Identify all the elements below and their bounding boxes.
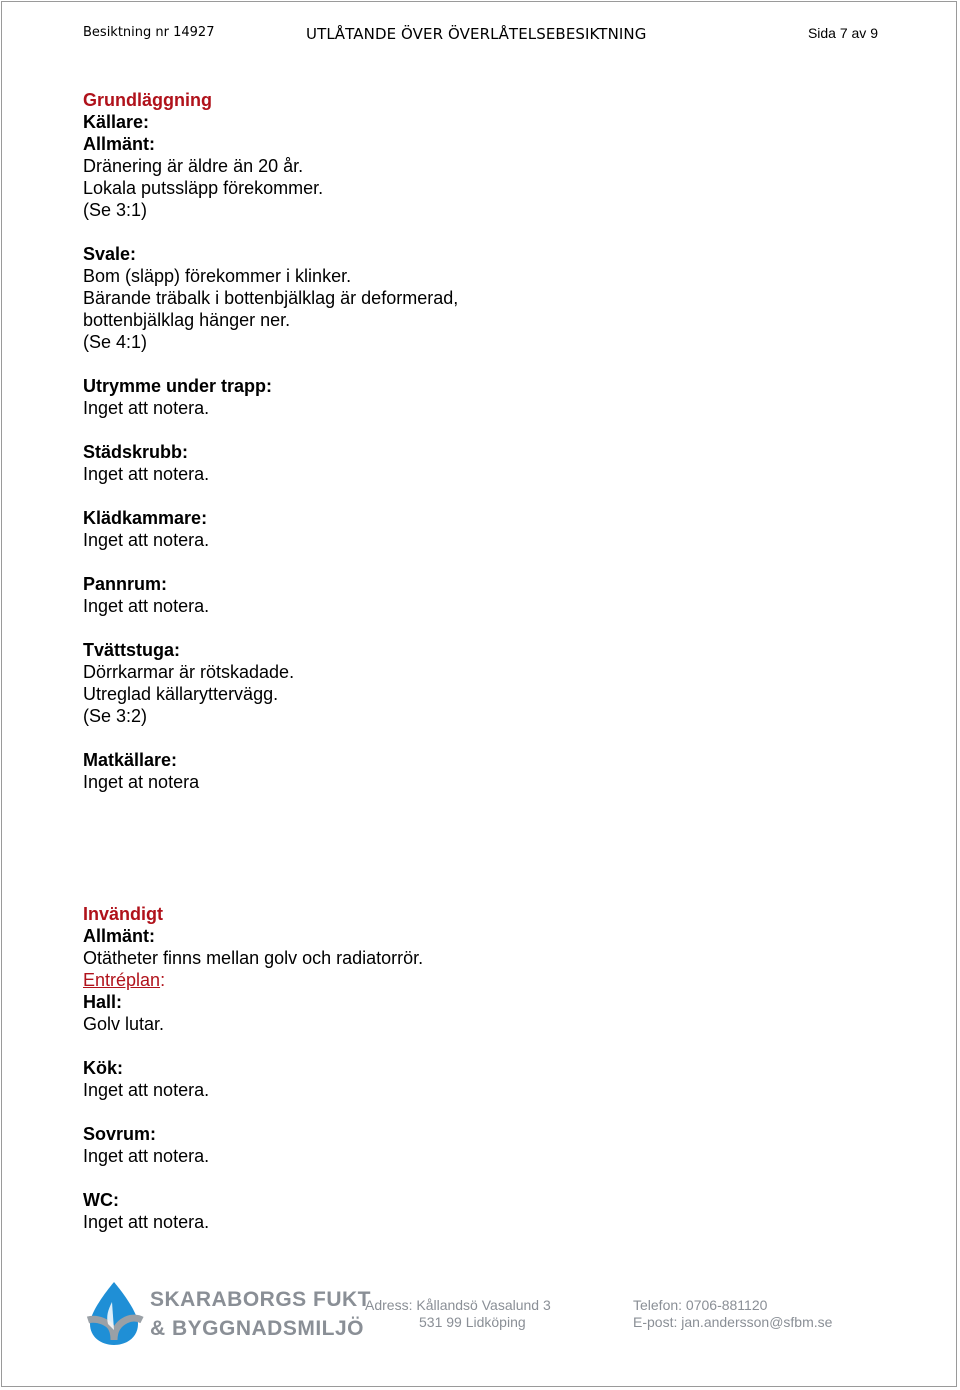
entreplan-colon: : — [160, 970, 166, 990]
inspection-number: Besiktning nr 14927 — [83, 25, 215, 40]
label-kok: Kök: — [83, 1058, 123, 1078]
label-entreplan — [83, 969, 883, 991]
report-body — [83, 89, 883, 1233]
text-line: Inget att notera. — [83, 464, 210, 484]
footer-email[interactable]: E-post: jan.andersson@sfbm.se — [633, 1314, 833, 1330]
text-line: (Se 3:1) — [83, 200, 148, 220]
text-line: (Se 4:1) — [83, 332, 148, 352]
text-line: bottenbjälklag hänger ner. — [83, 310, 291, 330]
logo-text-line1: SKARABORGS FUKT — [150, 1288, 371, 1311]
label-matkallare: Matkällare: — [83, 750, 178, 770]
text-line: Dränering är äldre än 20 år. — [83, 156, 304, 176]
text-line: Utreglad källaryttervägg. — [83, 684, 279, 704]
text-line: Bom (släpp) förekommer i klinker. — [83, 266, 352, 286]
water-drop-icon — [84, 1280, 144, 1346]
document-title: UTLÅTANDE ÖVER ÖVERLÅTELSEBESIKTNING — [306, 25, 647, 43]
text-line: Inget att notera. — [83, 398, 210, 418]
section-heading-invandigt: Invändigt — [83, 904, 163, 924]
label-wc: WC: — [83, 1190, 119, 1210]
footer-phone: Telefon: 0706-881120 — [633, 1297, 768, 1313]
text-line: Inget att notera. — [83, 530, 210, 550]
text-line: Inget att notera. — [83, 1212, 210, 1232]
label-allmant: Allmänt: — [83, 134, 155, 154]
text-line: Golv lutar. — [83, 1014, 165, 1034]
text-line: Inget att notera. — [83, 1080, 210, 1100]
logo-text-line2: & BYGGNADSMILJÖ — [150, 1317, 365, 1340]
label-utrymme-under-trapp: Utrymme under trapp: — [83, 376, 273, 396]
text-line: Bärande träbalk i bottenbjälklag är deformerad, — [83, 288, 459, 308]
text-line: Dörrkarmar är rötskadade. — [83, 662, 295, 682]
text-line: (Se 3:2) — [83, 706, 148, 726]
label-kallare: Källare: — [83, 112, 150, 132]
text-line: Lokala putssläpp förekommer. — [83, 178, 324, 198]
text-line: Otätheter finns mellan golv och radiatorrör. — [83, 948, 424, 968]
page-number: Sida 7 av 9 — [807, 25, 878, 41]
footer-address: Adress: Kållandsö Vasalund 3 — [365, 1297, 551, 1313]
label-pannrum: Pannrum: — [83, 574, 168, 594]
label-tvattstuga: Tvättstuga: — [83, 640, 181, 660]
label-kladkammare: Klädkammare: — [83, 508, 208, 528]
text-line: Inget at notera — [83, 772, 200, 792]
label-stadskrubb: Städskrubb: — [83, 442, 189, 462]
footer-postal: 531 99 Lidköping — [419, 1314, 526, 1330]
label-svale: Svale: — [83, 244, 137, 264]
section-heading-grundlaggning: Grundläggning — [83, 90, 212, 110]
text-line: Inget att notera. — [83, 596, 210, 616]
label-sovrum: Sovrum: — [83, 1124, 157, 1144]
entreplan-link[interactable]: Entréplan — [83, 970, 161, 990]
page-footer — [0, 1280, 960, 1350]
text-line: Inget att notera. — [83, 1146, 210, 1166]
company-logo — [84, 1280, 371, 1346]
label-allmant-invandigt: Allmänt: — [83, 926, 155, 946]
label-hall: Hall: — [83, 992, 123, 1012]
